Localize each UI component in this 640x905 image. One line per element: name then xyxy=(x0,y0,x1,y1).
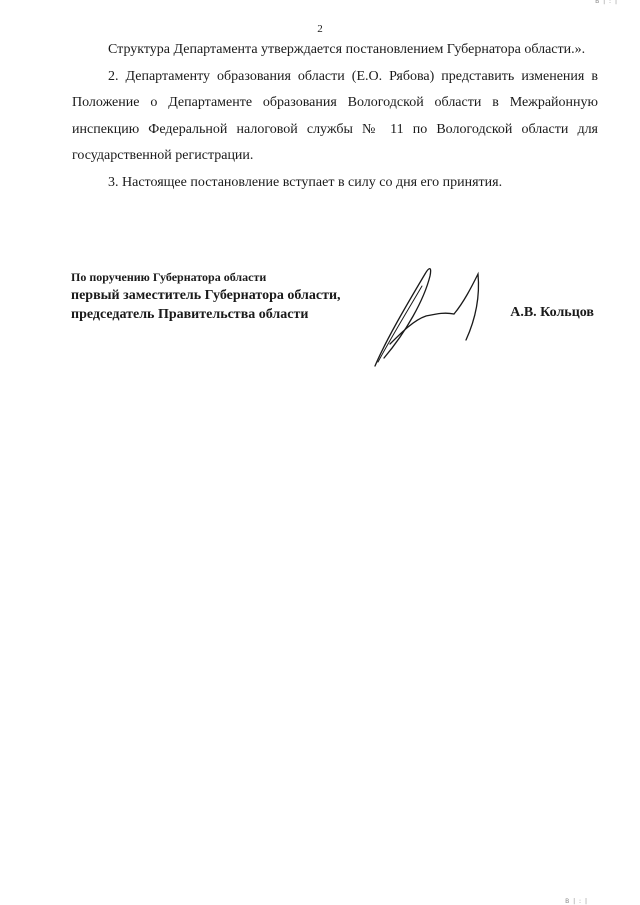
signatory-position-line: первый заместитель Губернатора области, xyxy=(71,288,341,303)
scan-mark-bottom: В | : | xyxy=(565,898,588,905)
body-paragraph: 2. Департаменту образования области (Е.О. Рябова) представить изменения в Положение о Департаменте образования Вологодской области в Межрайонную инспекцию Федеральной налоговой службы № 11 по Вологодской области для государственной регистрации. xyxy=(72,68,598,163)
handwritten-signature-icon xyxy=(368,262,488,372)
signer-name: А.В. Кольцов xyxy=(510,305,594,320)
body-paragraph: 3. Настоящее постановление вступает в силу со дня его принятия. xyxy=(108,174,503,190)
body-paragraph: Структура Департамента утверждается постановлением Губернатора области.». xyxy=(108,42,586,57)
page-number: 2 xyxy=(317,23,323,35)
scan-mark-top: В | : | xyxy=(595,0,618,5)
signature-authority-line: По поручению Губернатора области xyxy=(71,270,267,284)
document-body xyxy=(72,37,598,196)
signature-block xyxy=(71,268,341,324)
signatory-position-line: председатель Правительства области xyxy=(71,307,309,322)
